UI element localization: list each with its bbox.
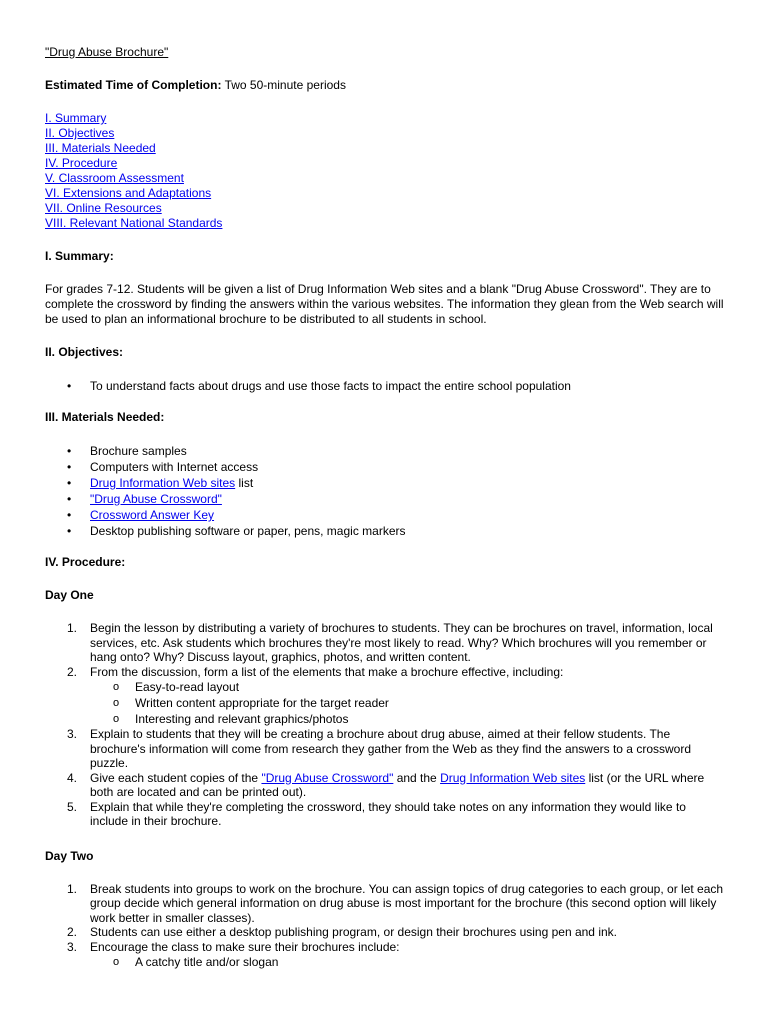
step-text: list (or the URL where both are located and can be printed out). [90, 770, 705, 799]
list-item: 2. From the discussion, form a list of the elements that make a brochure effective, including: o Easy-to-read layout o Written content appropriate for the target reader o Interesting and relevant graphics/photos [45, 665, 725, 728]
answer-key-link[interactable]: Crossword Answer Key [90, 508, 215, 522]
list-item: 3. Explain to students that they will be creating a brochure about drug abuse, aimed at their fellow students. The brochure's information will come from research they gather from the Web as they find the answers to a crossword puzzle. [67, 727, 691, 770]
list-item: • To understand facts about drugs and use those facts to impact the entire school population [45, 378, 725, 394]
list-item: • Computers with Internet access [45, 459, 725, 475]
list-item: o Interesting and relevant graphics/photos [90, 711, 725, 727]
materials-heading: III. Materials Needed: [45, 410, 165, 424]
drug-info-websites-link[interactable]: Drug Information Web sites [440, 770, 586, 785]
toc-link-assessment[interactable]: V. Classroom Assessment [45, 171, 184, 185]
list-item [45, 491, 725, 507]
estimated-time-label: Estimated Time of Completion: [45, 78, 222, 92]
table-of-contents [45, 111, 725, 231]
toc-link-summary[interactable]: I. Summary [45, 111, 107, 125]
list-item-text: list [235, 476, 254, 490]
day-two-steps [45, 882, 725, 971]
day-one-steps [45, 621, 725, 829]
toc-link-objectives[interactable]: II. Objectives [45, 126, 115, 140]
list-item: 1. Break students into groups to work on the brochure. You can assign topics of drug categories to each group, or let each group decide which general information on drug abuse is most important for the brochure (this second option will likely work better in smaller classes). [67, 881, 724, 925]
list-item: 4. Give each student copies of the "Drug Abuse Crossword" and the Drug Information Web sites list (or the URL where both are located and can be printed out). [67, 770, 705, 799]
step-text: Explain to students that they will be creating a brochure about drug abuse, aimed at their fellow students. The brochure's information will come from research they gather from the Web as they find the answers to a crossword puzzle. [90, 727, 691, 770]
toc-link-procedure[interactable]: IV. Procedure [45, 156, 118, 170]
day-one-heading: Day One [45, 588, 94, 602]
toc-link-standards[interactable]: VIII. Relevant National Standards [45, 216, 223, 230]
step-text: Explain that while they're completing the crossword, they should take notes on any information they would like to include in their brochure. [90, 799, 686, 828]
step-text: Students can use either a desktop publishing program, or design their brochures using pen and ink. [90, 925, 617, 939]
drug-info-websites-link[interactable]: Drug Information Web sites [90, 476, 236, 490]
list-item [45, 507, 725, 523]
day-two-heading: Day Two [45, 848, 94, 863]
list-item [45, 475, 725, 491]
procedure-heading: IV. Procedure: [45, 555, 126, 569]
sub-list [90, 954, 725, 970]
list-item: 2. Students can use either a desktop publishing program, or design their brochures using pen and ink. [67, 925, 617, 939]
toc-link-online-resources[interactable]: VII. Online Resources [45, 201, 162, 215]
list-item: • Brochure samples [45, 443, 725, 459]
toc-link-materials[interactable]: III. Materials Needed [45, 141, 156, 155]
step-text: From the discussion, form a list of the elements that make a brochure effective, including: [90, 664, 564, 679]
step-text: and the [393, 770, 441, 785]
summary-text: For grades 7-12. Students will be given a list of Drug Information Web sites and a blank "Drug Abuse Crossword". They are to complete the crossword by finding the answers within the various websites. The information they glean from the Web search will be used to plan an informational brochure to be distributed to all students in school. [45, 282, 724, 326]
summary-heading: I. Summary: [45, 249, 114, 263]
list-item: 1. Begin the lesson by distributing a variety of brochures to students. They can be brochures on travel, information, local services, etc. Ask students which brochures they're most likely to read. Why? Which brochures will you remember or hang onto? Why? Discuss layout, graphics, photos, and written content. [67, 621, 713, 664]
step-text: Give each student copies of the [90, 770, 262, 785]
estimated-time [45, 78, 725, 93]
list-item: o Written content appropriate for the target reader [90, 695, 725, 711]
step-text: Break students into groups to work on the brochure. You can assign topics of drug categories to each group, or let each group decide which general information on drug abuse is most important for the brochure (this second option will likely work better in smaller classes). [90, 881, 724, 925]
list-item: 3. Encourage the class to make sure their brochures include: o A catchy title and/or slogan [45, 940, 725, 971]
list-item: • Desktop publishing software or paper, pens, magic markers [45, 523, 725, 539]
objectives-list [45, 378, 725, 394]
step-text: Begin the lesson by distributing a variety of brochures to students. They can be brochures on travel, information, local services, etc. Ask students which brochures they're most likely to read. Why? Which brochures will you remember or hang onto? Why? Discuss layout, graphics, photos, and written content. [90, 621, 713, 664]
sub-list [90, 679, 725, 727]
objectives-heading: II. Objectives: [45, 345, 124, 359]
document-page [45, 45, 725, 990]
toc-link-extensions[interactable]: VI. Extensions and Adaptations [45, 186, 212, 200]
crossword-link[interactable]: "Drug Abuse Crossword" [261, 770, 394, 785]
estimated-time-value: Two 50-minute periods [221, 78, 346, 92]
document-title: "Drug Abuse Brochure" [45, 45, 169, 59]
materials-list [45, 443, 725, 539]
step-text: Encourage the class to make sure their brochures include: [90, 939, 400, 954]
list-item: o Easy-to-read layout [90, 679, 725, 695]
list-item: 5. Explain that while they're completing the crossword, they should take notes on any information they would like to include in their brochure. [67, 799, 686, 828]
list-item: o A catchy title and/or slogan [90, 954, 725, 970]
crossword-link[interactable]: "Drug Abuse Crossword" [90, 492, 222, 506]
